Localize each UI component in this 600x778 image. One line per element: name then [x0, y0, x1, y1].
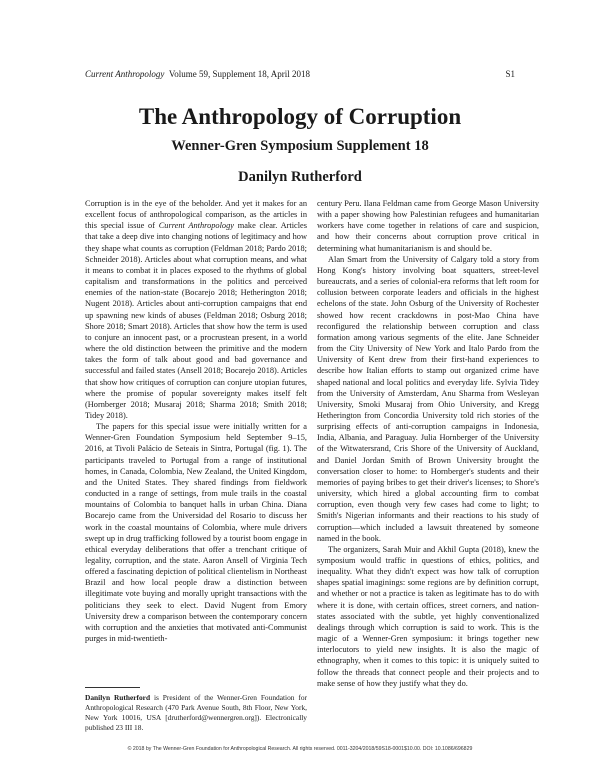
running-head: [85, 69, 515, 79]
paragraph: The organizers, Sarah Muir and Akhil Gupta (2018), knew the symposium would traffic in questions of ethics, politics, and inequality. What they didn't expect was how talk of corruption shapes spatial imaginings: some regions are by definition corrupt, and whether or not a practice is taken as legitimate has to do with where it is done, with certain offices, street corners, and nation-states associated with the subtle, yet highly conventionalized dealings through which corruption is said to work. This is the magic of a Wenner-Gren symposium: it brings together new interlocutors to yield new insights. It is also the magic of ethnography, when it comes to this topic: it is uniquely suited to follow the threads that connect people and their projects and to make sense of how they justify what they do.: [317, 544, 539, 688]
footnote-divider: [85, 687, 140, 688]
left-column: [85, 198, 307, 644]
bio-name: Danilyn Rutherford: [85, 693, 151, 702]
paragraph: The papers for this special issue were initially written for a Wenner-Gren Foundation Symposium held September 9–15, 2016, at Tivoli Palácio de Seteais in Sintra, Portugal (fig. 1). The participants traveled to Portugal from a range of institutional homes, in Canada, Colombia, New Zealand, the United Kingdom, and the United States. They shared findings from fieldwork conducted in a range of settings, from mule trails in the coastal mountains of Colombia to banquet halls in urban China. Diana Bocarejo came from the Universidad del Rosario to discuss her work in the coastal mountains of Colombia, where mule drivers swept up in drug trafficking followed by a tourist boom engage in ethical everyday deliberations that offer a trenchant critique of legality, corruption, and the state. Aaron Ansell of Virginia Tech offered a fascinating depiction of political clientelism in Northeast Brazil and how local people draw a distinction between illegitimate vote buying and morally upright transactions with the politicians they seek to elect. David Nugent from Emory University drew a comparison between the contemporary concern with corruption and the anxieties that motivated anti-Communist purges in mid-twentieth-: [85, 422, 307, 644]
volume-info: Volume 59, Supplement 18, April 2018: [168, 69, 311, 79]
right-column: [317, 198, 539, 689]
page-number: S1: [505, 69, 515, 79]
article-author: Danilyn Rutherford: [238, 169, 362, 185]
article-subtitle: Wenner-Gren Symposium Supplement 18: [171, 138, 429, 154]
journal-name: Current Anthropology: [85, 69, 165, 79]
article-title: The Anthropology of Corruption: [138, 104, 462, 129]
copyright-line: © 2018 by The Wenner-Gren Foundation for Anthropological Research. All rights reserved. 0011-3204/2018/59S18-0001$10.00. DOI: 10.1086/696829: [127, 746, 473, 752]
paragraph: Corruption is in the eye of the beholder. And yet it makes for an excellent focus of anthropological comparison, as the articles in this special issue of Current Anthropology make clear. Articles that take a deep dive into changing notions of legitimacy and how they shape what counts as corruption (Feldman 2018; Pardo 2018; Schneider 2018). Articles about what corruption means, and what it means to combat it in places exposed to the rhythms of global capitalism and transformations in the politics and perceived enemies of the nation-state (Bocarejo 2018; Hetherington 2018; Nugent 2018). Articles about anti-corruption campaigns that end up spawning new kinds of abuses (Feldman 2018; Osburg 2018; Shore 2018; Smart 2018). Articles that show how the term is used to conjure an innocent past, or a procrustean present, in a world where the old distinction between the primitive and the modern takes the form of talk about good and bad governance and successful and failed states (Ansell 2018; Bocarejo 2018). Articles that show how critiques of corruption can conjure utopian futures, where the promise of popular sovereignty makes itself felt (Hornberger 2018; Musaraj 2018; Sharma 2018; Smith 2018; Tidey 2018).: [85, 199, 307, 420]
paragraph: Alan Smart from the University of Calgary told a story from Hong Kong's history involving boat squatters, street-level bureaucrats, and a series of colonial-era reforms that left room for collusion between corporate leaders and officials in the highest echelons of the state. John Osburg of the University of Rochester showed how recent crackdowns in post-Mao China have reconfigured the relationship between corruption and class formation among various segments of the elite. Jane Schneider from the City University of New York and Italo Pardo from the University of Kent drew from their first-hand experiences to describe how Italian efforts to stamp out organized crime have shaped national and local politics and everyday life. Sylvia Tidey from the University of Amsterdam, Anu Sharma from Wesleyan University, Smoki Musaraj from Ohio University, and Kregg Hetherington from Concordia University told rich stories of the surprising effects of anti-corruption campaigns in Indonesia, India, Albania, and Paraguay. Julia Hornberger of the University of the Witwatersrand, Cris Shore of the University of Auckland, and Daniel Jordan Smith of Brown University brought the conversation closer to home: to Hornberger's students and their memories of paying bribes to get their driver's licenses; to Shore's university, which hired a global accounting firm to combat corruption, even though very few cases had come to light; to Smith's Nigerian informants and their reactions to his study of corruption—which included a lawsuit threatened by someone named in the book.: [317, 254, 539, 543]
paragraph: century Peru. Ilana Feldman came from George Mason University with a paper showing how Palestinian refugees and humanitarian workers have come together in relations of care and suspicion, and how their concerns about corruption prove critical in determining what humanitarianism is and should be.: [317, 199, 539, 253]
running-head-citation: [85, 69, 310, 79]
author-bio: [85, 693, 307, 733]
journal-name-inline: Current Anthropology: [158, 221, 234, 231]
bio-text: is President of the Wenner-Gren Foundation for Anthropological Research (470 Park Avenue South, 8th Floor, New York, New York 10016, USA [drutherford@wennergren.org]). Electronically published 23 III 18.: [85, 693, 307, 733]
